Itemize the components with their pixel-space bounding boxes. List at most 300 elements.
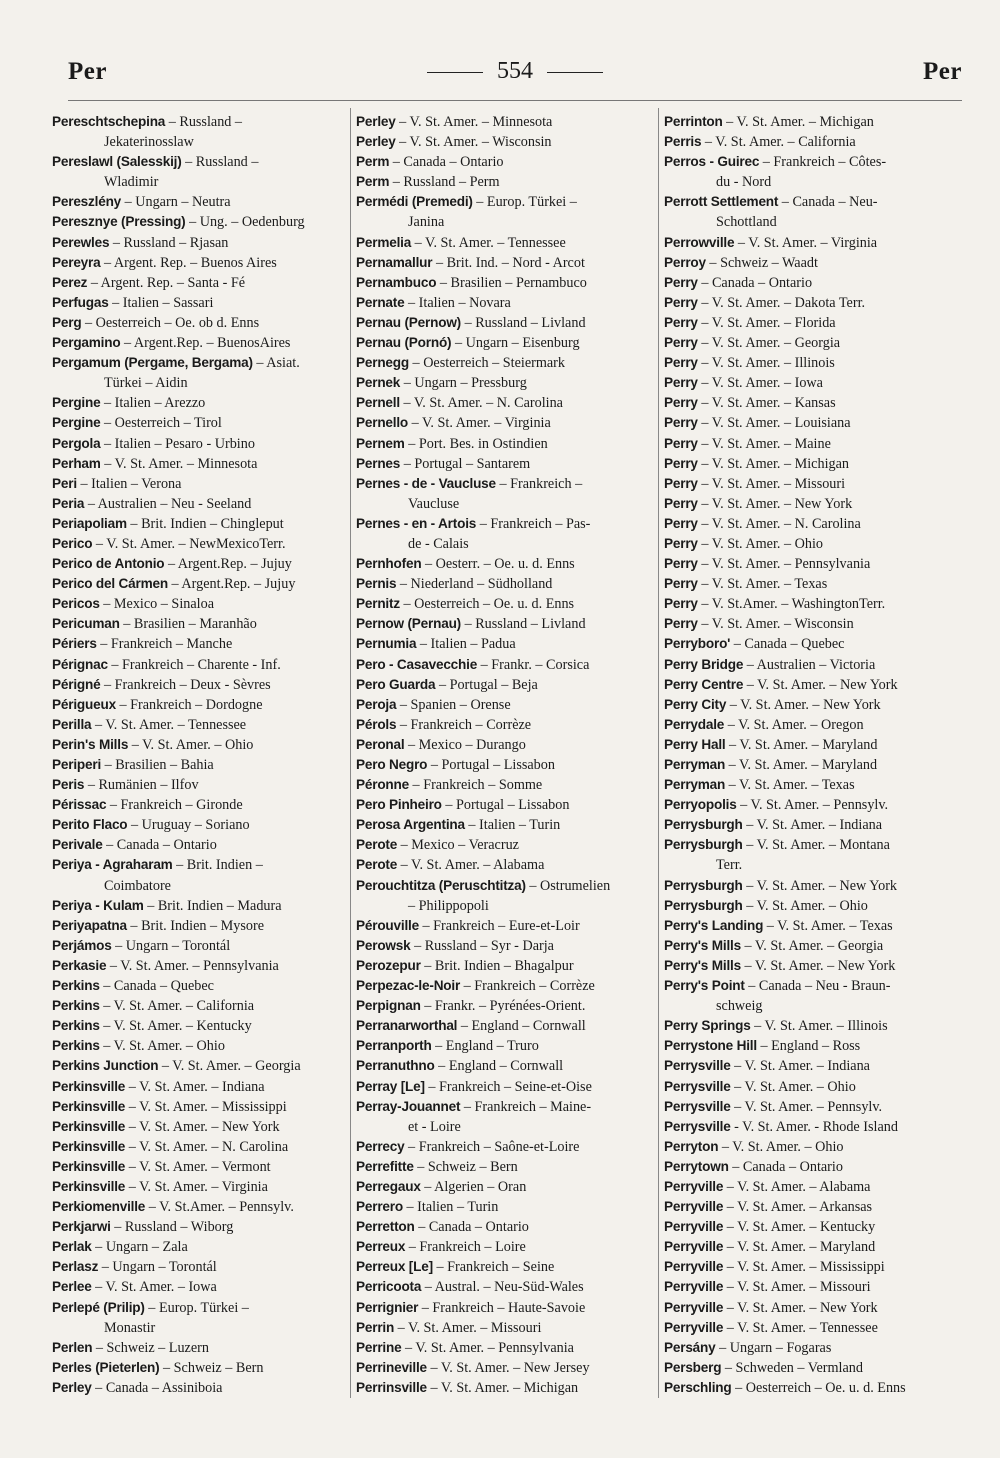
entry-location: – V. St. Amer. – New Jersey <box>426 1359 590 1376</box>
gazetteer-entry <box>52 795 344 815</box>
entry-term: Pernhofen <box>356 556 422 572</box>
entry-location: – Frankreich – <box>495 475 583 492</box>
gazetteer-entry <box>52 1077 344 1097</box>
gazetteer-entry <box>52 313 344 333</box>
entry-location: – V. St. Amer. – Texas <box>697 576 828 593</box>
entry-location: – Brit. Indien – <box>172 857 263 874</box>
entry-location: – Russland – Livland <box>461 616 586 633</box>
gazetteer-entry <box>664 1217 960 1237</box>
entry-location: – V. St. Amer. – Florida <box>697 314 836 331</box>
gazetteer-entry <box>664 1157 960 1177</box>
gazetteer-entry <box>664 916 960 936</box>
entry-location: – England – Truro <box>431 1038 539 1055</box>
entry-term: Pérignac <box>52 656 108 672</box>
entry-term: Perrysville <box>664 1058 731 1074</box>
gazetteer-entry <box>356 675 654 695</box>
gazetteer-entry <box>356 835 654 855</box>
entry-term: Peronal <box>356 736 405 752</box>
entry-location: – Canada – Ontario <box>414 1219 529 1236</box>
gazetteer-entry <box>664 876 960 896</box>
gazetteer-entry <box>356 916 654 936</box>
entry-location: – V. St. Amer. – N. Carolina <box>697 515 861 532</box>
entry-term: Perowsk <box>356 937 411 953</box>
entry-location: – England – Ross <box>756 1038 861 1055</box>
gazetteer-entry <box>664 695 960 715</box>
entry-term: Perkinsville <box>52 1118 126 1134</box>
entry-location: – Canada – Ontario <box>697 274 813 291</box>
entry-location: – V. St. Amer. – Illinois <box>750 1018 888 1035</box>
entry-term: Perry <box>664 335 698 351</box>
entry-location: – Brit. Indien – Chingleput <box>126 515 284 532</box>
entry-term: Perkjarwi <box>52 1219 111 1235</box>
entry-location: – Canada – Quebec <box>730 636 845 653</box>
gazetteer-entry <box>52 1237 344 1257</box>
entry-term: Perry Hall <box>664 736 726 752</box>
gazetteer-entry <box>664 715 960 735</box>
gazetteer-entry <box>52 655 344 675</box>
entry-term: Périgueux <box>52 696 116 712</box>
gazetteer-entry <box>52 755 344 775</box>
entry-location: – Ungarn – Fogaras <box>715 1339 832 1356</box>
entry-location: – Frankreich – Maine- <box>460 1098 592 1115</box>
gazetteer-entry <box>356 1277 654 1297</box>
entry-term: Perpezac-le-Noir <box>356 978 461 994</box>
gazetteer-entry <box>356 1318 654 1338</box>
entry-location: – Argent. Rep. – Buenos Aires <box>100 254 277 271</box>
gazetteer-entry <box>52 574 344 594</box>
entry-location: – V. St. Amer. – California <box>701 134 856 151</box>
gazetteer-entry <box>52 936 344 956</box>
entry-location: – V. St. Amer. – Pennsylv. <box>730 1098 883 1115</box>
entry-term: Perranarworthal <box>356 1018 458 1034</box>
entry-location: – Port. Bes. in Ostindien <box>404 435 548 452</box>
entry-term: Pernate <box>356 294 405 310</box>
gazetteer-entry <box>664 1298 960 1318</box>
gazetteer-entry <box>356 755 654 775</box>
running-head-left: Per <box>68 58 107 85</box>
entry-location: – Italien – Padua <box>416 636 516 653</box>
gazetteer-entry <box>664 1257 960 1277</box>
entry-location: – Brasilien – Bahia <box>101 757 214 773</box>
entry-location: – V. St. Amer. – Maryland <box>725 757 878 773</box>
entry-location: – V. St. Amer. – Alabama <box>723 1178 871 1195</box>
gazetteer-entry <box>52 1177 344 1197</box>
entry-term: Pernem <box>356 435 405 451</box>
entry-location: – Ungarn – Zala <box>91 1239 188 1256</box>
gazetteer-entry <box>664 393 960 413</box>
gazetteer-entry <box>356 514 654 534</box>
entry-location: – V. St. Amer. – Ohio <box>697 535 823 552</box>
gazetteer-entry <box>52 1157 344 1177</box>
gazetteer-entry <box>52 1338 344 1358</box>
entry-term: Perkins <box>52 978 100 994</box>
gazetteer-entry <box>356 1358 654 1378</box>
entry-term: Perlasz <box>52 1259 99 1275</box>
entry-location: – Algerien – Oran <box>420 1178 527 1195</box>
entry-term: Pericos <box>52 596 100 612</box>
gazetteer-entry <box>52 855 344 875</box>
entry-location: – V. St. Amer. – New York <box>742 877 898 894</box>
entry-location: – V. St. Amer. – Iowa <box>91 1279 217 1296</box>
gazetteer-entry <box>664 594 960 614</box>
entry-term: Perg <box>52 314 82 330</box>
entry-location: – V. St. Amer. – Texas <box>763 917 893 934</box>
gazetteer-entry <box>356 353 654 373</box>
entry-term: Perrysburgh <box>664 817 743 833</box>
gazetteer-entry <box>356 1298 654 1318</box>
entry-location: – Russland – <box>165 114 243 130</box>
entry-location: – V. St.Amer. – Pennsylv. <box>145 1199 294 1216</box>
gazetteer-entry <box>356 695 654 715</box>
entry-term: Perrecy <box>356 1138 405 1154</box>
entry-term: Perkinsville <box>52 1138 126 1154</box>
entry-location: – V. St. Amer. – Missouri <box>723 1279 871 1296</box>
entry-term: Perosa Argentina <box>356 817 465 833</box>
entry-location: – Frankreich – Loire <box>405 1239 526 1256</box>
entry-location: – V. St. Amer. – N. Carolina <box>125 1138 289 1155</box>
gazetteer-entry <box>664 634 960 654</box>
entry-term: Perrott Settlement <box>664 194 779 210</box>
gazetteer-entry <box>356 996 654 1016</box>
entry-location: – V. St. Amer. – Kentucky <box>99 1018 252 1035</box>
gazetteer-entry <box>356 1056 654 1076</box>
entry-term: Perivale <box>52 837 103 853</box>
entry-location: – Frankreich – Haute-Savoie <box>418 1299 586 1316</box>
entry-term: Perranporth <box>356 1038 432 1054</box>
entry-location: – Oesterreich – Steiermark <box>409 355 566 372</box>
gazetteer-entry <box>52 1277 344 1297</box>
entry-location: – V. St. Amer. – Dakota Terr. <box>697 294 866 311</box>
entry-term: Perrytown <box>664 1158 729 1174</box>
entry-term: Perlee <box>52 1279 92 1295</box>
gazetteer-entry <box>356 1157 654 1177</box>
entry-term: Periyapatna <box>52 917 127 933</box>
entry-location: – V. St. Amer. – Indiana <box>730 1058 870 1075</box>
gazetteer-entry <box>664 775 960 795</box>
entry-continuation: Türkei – Aidin <box>104 375 188 392</box>
entry-location: – Rumänien – Ilfov <box>84 777 199 794</box>
page-header <box>68 58 962 92</box>
entry-term: Perry <box>664 375 698 391</box>
entry-term: Perranuthno <box>356 1058 435 1074</box>
entry-term: Pernau (Pornó) <box>356 335 452 351</box>
gazetteer-entry <box>356 273 654 293</box>
entry-term: Perry <box>664 455 698 471</box>
entry-location: – V. St. Amer. – Minnesota <box>395 114 553 130</box>
gazetteer-column-1 <box>52 112 344 1398</box>
gazetteer-entry <box>356 393 654 413</box>
gazetteer-entry <box>52 775 344 795</box>
gazetteer-entry <box>52 494 344 514</box>
gazetteer-entry <box>356 1197 654 1217</box>
gazetteer-entry <box>356 333 654 353</box>
entry-location: – V. St. Amer. – Maryland <box>725 736 878 753</box>
entry-location: – Ung. – Oedenburg <box>185 214 305 231</box>
entry-term: Perrefitte <box>356 1158 414 1174</box>
entry-location: – Schweiz – Bern <box>413 1158 518 1175</box>
entry-location: – V. St. Amer. – Ohio <box>742 897 868 914</box>
entry-term: Perilla <box>52 716 92 732</box>
entry-continuation: Schottland <box>716 214 777 231</box>
gazetteer-entry <box>52 996 344 1016</box>
page-number-block <box>68 58 962 85</box>
gazetteer-entry <box>52 233 344 253</box>
entry-location: – V. St. Amer. – Kansas <box>697 395 836 412</box>
entry-location: – V. St. Amer. – Pennsylvania <box>106 957 279 974</box>
gazetteer-entry <box>664 494 960 514</box>
entry-location: – Spanien – Orense <box>396 696 511 713</box>
gazetteer-entry <box>356 554 654 574</box>
entry-location: – Canada – Quebec <box>99 978 214 995</box>
entry-location: – V. St. Amer. – Michigan <box>426 1379 579 1396</box>
gazetteer-entry <box>356 815 654 835</box>
entry-term: Perry <box>664 495 698 511</box>
entry-term: Périgné <box>52 676 101 692</box>
entry-term: Perryville <box>664 1178 724 1194</box>
entry-term: Perez <box>52 274 88 290</box>
entry-location: – Australien – Neu - Seeland <box>84 495 252 512</box>
entry-location: – V. St. Amer. – N. Carolina <box>399 395 563 412</box>
entry-location: – V. St. Amer. – Indiana <box>125 1078 265 1095</box>
entry-continuation: Terr. <box>716 857 743 874</box>
entry-term: Perryville <box>664 1299 724 1315</box>
entry-location: – Canada – Ontario <box>389 154 504 171</box>
entry-location: – Italien – Turin <box>402 1199 499 1216</box>
entry-location: – Italien – Turin <box>464 817 561 834</box>
entry-location: – Italien – Verona <box>76 475 182 492</box>
entry-continuation: Jekaterinosslaw <box>104 134 194 151</box>
gazetteer-entry <box>664 1016 960 1036</box>
gazetteer-entry <box>52 413 344 433</box>
gazetteer-entry <box>52 695 344 715</box>
gazetteer-entry <box>356 313 654 333</box>
entry-term: Perkasie <box>52 957 107 973</box>
entry-term: Perrysburgh <box>664 837 743 853</box>
entry-location: – Ungarn – Torontál <box>98 1259 217 1276</box>
gazetteer-entry <box>52 253 344 273</box>
entry-location: – V. St. Amer. – Ohio <box>730 1078 856 1095</box>
gazetteer-entry <box>664 534 960 554</box>
entry-term: Peris <box>52 777 85 793</box>
entry-location: – V. St. Amer. – Mississippi <box>723 1259 885 1276</box>
entry-term: Perkins <box>52 1038 100 1054</box>
entry-location: – Ungarn – Pressburg <box>400 375 527 392</box>
gazetteer-entry <box>356 1137 654 1157</box>
entry-term: Pero Negro <box>356 757 428 772</box>
gazetteer-entry <box>356 253 654 273</box>
entry-term: Perry <box>664 294 698 310</box>
gazetteer-entry <box>52 1097 344 1117</box>
gazetteer-entry <box>664 735 960 755</box>
gazetteer-entry <box>52 454 344 474</box>
entry-term: Perregaux <box>356 1178 421 1194</box>
entry-term: Perry <box>664 535 698 551</box>
entry-term: Perlak <box>52 1239 92 1255</box>
entry-location: – Argent.Rep. – BuenosAires <box>120 335 291 352</box>
gazetteer-entry <box>356 1077 654 1097</box>
entry-term: Perley <box>356 134 396 150</box>
entry-location: – V. St. Amer. – Georgia <box>158 1058 301 1075</box>
entry-location: – V. St. Amer. – Maine <box>697 435 831 452</box>
entry-term: Pernello <box>356 415 409 431</box>
entry-term: Perry City <box>664 696 727 712</box>
entry-term: Périssac <box>52 797 107 813</box>
entry-location: – V. St. Amer. – Vermont <box>125 1158 271 1175</box>
gazetteer-entry <box>664 353 960 373</box>
entry-term: Péronne <box>356 777 409 793</box>
gazetteer-entry <box>356 936 654 956</box>
entry-term: Peria <box>52 495 85 511</box>
page-number: 554 <box>497 58 533 84</box>
entry-term: Peri <box>52 475 77 491</box>
entry-term: Perico del Cármen <box>52 576 168 592</box>
entry-term: Perkins Junction <box>52 1058 159 1074</box>
entry-term: Pergola <box>52 435 101 451</box>
entry-location: – V. St. Amer. – Ohio <box>128 736 254 753</box>
gazetteer-entry <box>356 876 654 896</box>
entry-location: – Portugal – Santarem <box>400 455 531 472</box>
gazetteer-entry <box>664 1036 960 1056</box>
gazetteer-entry <box>664 434 960 454</box>
entry-location: – Frankreich – Corrèze <box>396 716 532 733</box>
entry-term: Perryton <box>664 1138 719 1154</box>
gazetteer-entry <box>664 1277 960 1297</box>
entry-term: Perrysburgh <box>664 877 743 893</box>
entry-term: Pernitz <box>356 596 400 612</box>
gazetteer-entry <box>52 112 344 132</box>
entry-location: – V. St. Amer. – New York <box>697 495 853 512</box>
entry-term: Pereslawl (Salesskij) <box>52 154 182 170</box>
header-rule <box>68 100 962 101</box>
gazetteer-entry <box>664 454 960 474</box>
entry-term: Perryville <box>664 1259 724 1275</box>
gazetteer-entry <box>356 152 654 172</box>
entry-location: – Uruguay – Soriano <box>127 817 250 834</box>
entry-term: Pernek <box>356 375 401 391</box>
gazetteer-entry <box>664 1378 960 1398</box>
entry-location: – Oesterreich – Oe. u. d. Enns <box>399 596 575 613</box>
entry-location: – V. St. Amer. – NewMexicoTerr. <box>92 535 286 552</box>
gazetteer-entry <box>52 514 344 534</box>
gazetteer-column-3 <box>664 112 960 1398</box>
entry-location: – V. St. Amer. – Arkansas <box>723 1199 873 1216</box>
entry-term: Perham <box>52 455 101 471</box>
entry-term: Perrin <box>356 1319 395 1335</box>
gazetteer-entry <box>52 1117 344 1137</box>
entry-location: – Niederland – Südholland <box>396 576 553 593</box>
entry-location: – Canada – Assiniboia <box>91 1379 223 1396</box>
gazetteer-entry <box>52 152 344 172</box>
entry-location: – Frankr. – Corsica <box>477 656 590 673</box>
gazetteer-entry <box>664 956 960 976</box>
gazetteer-entry <box>664 1056 960 1076</box>
gazetteer-entry <box>52 896 344 916</box>
gazetteer-entry <box>52 273 344 293</box>
entry-location: – Italien – Novara <box>404 294 511 311</box>
entry-location: – V. St. Amer. – Illinois <box>697 355 835 372</box>
gazetteer-entry <box>52 675 344 695</box>
entry-location: – V. St. Amer. – Wisconsin <box>697 616 854 633</box>
entry-term: Perrinton <box>664 114 723 129</box>
entry-term: Perry <box>664 515 698 531</box>
gazetteer-entry <box>356 293 654 313</box>
entry-term: Pericuman <box>52 616 120 632</box>
gazetteer-entry <box>664 1358 960 1378</box>
entry-term: Perry's Mills <box>664 957 741 973</box>
entry-location: – Canada – Ontario <box>728 1158 843 1175</box>
entry-location: – V. St. Amer. – Oregon <box>724 716 864 733</box>
gazetteer-entry <box>52 1036 344 1056</box>
entry-term: Pero - Casavecchie <box>356 656 478 672</box>
entry-location: – Oesterreich – Oe. u. d. Enns <box>731 1379 906 1396</box>
entry-location: – Frankreich – Pas- <box>476 515 591 532</box>
entry-term: Perin's Mills <box>52 736 129 752</box>
gazetteer-entry <box>356 1257 654 1277</box>
entry-location: – Frankreich – Corrèze <box>460 978 595 995</box>
entry-location: – Italien – Pesaro - Urbino <box>100 435 255 452</box>
entry-term: Perry <box>664 355 698 371</box>
gazetteer-entry <box>52 534 344 554</box>
gazetteer-entry <box>52 956 344 976</box>
entry-location: – Frankreich – Seine <box>432 1259 555 1276</box>
entry-term: Perretton <box>356 1219 415 1235</box>
entry-location: – Mexico – Durango <box>404 736 526 753</box>
entry-location: – Brasilien – Maranhão <box>119 616 257 633</box>
entry-location: – V. St. Amer. – Missouri <box>697 475 846 492</box>
entry-term: Pergamum (Pergame, Bergama) <box>52 355 253 371</box>
entry-term: Perrowville <box>664 234 735 250</box>
entry-term: Perray [Le] <box>356 1078 425 1094</box>
entry-term: Peresznye (Pressing) <box>52 214 186 230</box>
entry-term: Pero Pinheiro <box>356 797 442 813</box>
entry-term: Perry <box>664 556 698 572</box>
entry-location: – Schweden – Vermland <box>721 1359 863 1376</box>
gazetteer-entry <box>52 393 344 413</box>
gazetteer-entry <box>664 273 960 293</box>
entry-term: Pernis <box>356 576 397 592</box>
entry-location: – V. St. Amer. – Kentucky <box>723 1219 876 1236</box>
entry-location: – Frankreich – Seine-et-Oise <box>424 1078 592 1095</box>
entry-term: Perpignan <box>356 998 421 1014</box>
entry-continuation: Monastir <box>104 1319 156 1336</box>
entry-term: Perkinsville <box>52 1158 126 1174</box>
entry-term: Pero Guarda <box>356 676 436 692</box>
entry-location: – V. St. Amer. – Virginia <box>125 1178 268 1195</box>
entry-term: Perryville <box>664 1279 724 1295</box>
entry-location: – Brit. Ind. – Nord - Arcot <box>432 254 585 271</box>
running-head-right: Per <box>923 58 962 85</box>
entry-location: – V. St. Amer. – Wisconsin <box>395 134 552 151</box>
entry-location: – V. St. Amer. – Montana <box>742 837 890 854</box>
entry-term: Perote <box>356 837 398 853</box>
entry-term: Pereyra <box>52 254 101 270</box>
gazetteer-entry <box>356 1217 654 1237</box>
entry-location: – V. St. Amer. – New York <box>743 676 898 693</box>
gazetteer-entry <box>356 233 654 253</box>
entry-term: Perjámos <box>52 937 112 953</box>
entry-location: – Russland – Perm <box>389 174 500 191</box>
entry-term: Perryville <box>664 1199 724 1215</box>
entry-location: – V. St. Amer. – New York <box>723 1299 878 1316</box>
entry-location: – V. St. Amer. – Michigan <box>697 455 849 472</box>
entry-term: Perris <box>664 134 702 150</box>
entry-location: – Italien – Sassari <box>108 294 214 311</box>
entry-location: – Russland – Syr - Darja <box>410 937 554 954</box>
entry-location: – Frankreich – Saône-et-Loire <box>404 1138 580 1155</box>
gazetteer-entry <box>356 855 654 875</box>
entry-term: Perico de Antonio <box>52 556 165 572</box>
entry-term: Perryman <box>664 777 726 793</box>
